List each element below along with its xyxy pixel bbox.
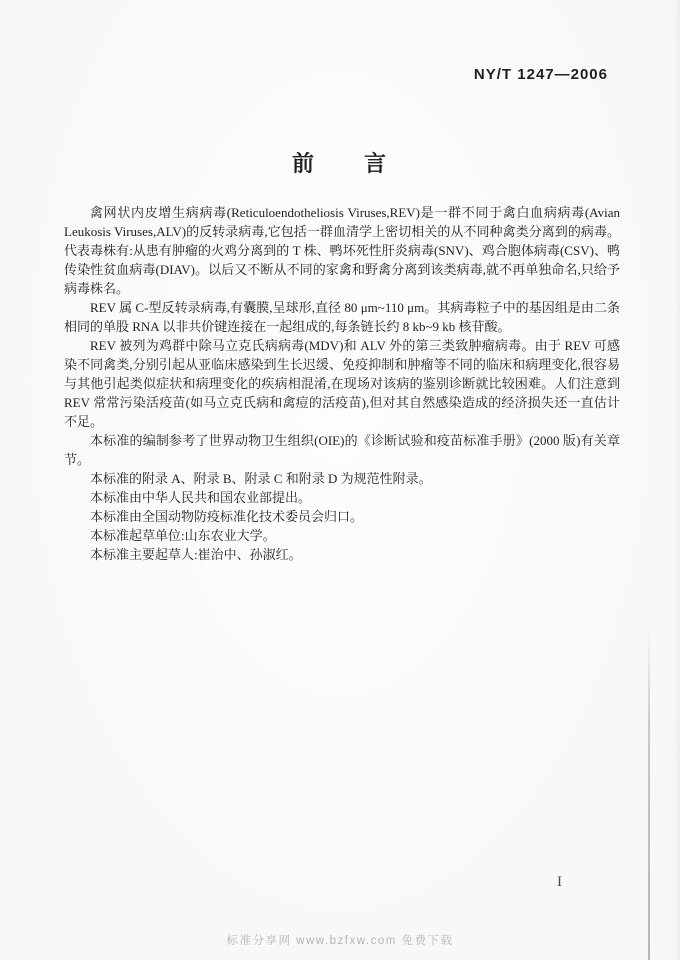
- paragraph-drafting-unit: 本标准起草单位:山东农业大学。: [90, 528, 276, 543]
- paragraph-drafters: 本标准主要起草人:崔治中、孙淑红。: [90, 547, 302, 562]
- page-number: I: [557, 874, 562, 890]
- paragraph-annexes: 本标准的附录 A、附录 B、附录 C 和附录 D 为规范性附录。: [90, 471, 432, 486]
- paragraph-proposed-by: 本标准由中华人民共和国农业部提出。: [90, 490, 312, 505]
- scan-artifact-line: [648, 628, 650, 960]
- paragraph-virus-structure: REV 属 C-型反转录病毒,有囊膜,呈球形,直径 80 μm~110 μm。其病毒粒子中的基因组是由二条相同的单股 RNA 以非共价键连接在一起组成的,每条链长约 8 kb~9 kb 核苷酸。: [64, 300, 620, 334]
- standard-number: NY/T 1247—2006: [473, 66, 608, 83]
- paragraph-intro-virus: 禽网状内皮增生病病毒(Reticuloendotheliosis Viruses,REV)是一群不同于禽白血病病毒(Avian Leukosis Viruses,ALV)的反转录病毒,它包括一群血清学上密切相关的从不同种禽类分离到的病毒。代表毒株有:从患有肿瘤的火鸡分离到的 T 株、鸭坏死性肝炎病毒(SNV)、鸡合胞体病毒(CSV)、鸭传染性贫血病毒(DIAV)。以后又不断从不同的家禽和野禽分离到该类病毒,就不再单独命名,只给予病毒株名。: [64, 205, 620, 296]
- paragraph-virus-pathology: REV 被列为鸡群中除马立克氏病病毒(MDV)和 ALV 外的第三类致肿瘤病毒。由于 REV 可感染不同禽类,分别引起从亚临床感染到生长迟缓、免疫抑制和肿瘤等不同的临床和病理变化,很容易与其他引起类似症状和病理变化的疾病相混淆,在现场对该病的鉴别诊断就比较困难。人们注意到 REV 常常污染活疫苗(如马立克氏病和禽痘的活疫苗),但对其自然感染造成的经济损失还一直估计不足。: [64, 338, 620, 429]
- page-title: 前 言: [291, 151, 388, 176]
- paragraph-reference-oie: 本标准的编制参考了世界动物卫生组织(OIE)的《诊断试验和疫苗标准手册》(2000 版)有关章节。: [64, 433, 620, 467]
- paragraph-centralized-by: 本标准由全国动物防疫标准化技术委员会归口。: [90, 509, 364, 524]
- document-body: [64, 203, 620, 564]
- watermark-text: 标准分享网 www.bzfxw.com 免费下载: [226, 935, 454, 947]
- scan-edge-shadow: [674, 0, 680, 960]
